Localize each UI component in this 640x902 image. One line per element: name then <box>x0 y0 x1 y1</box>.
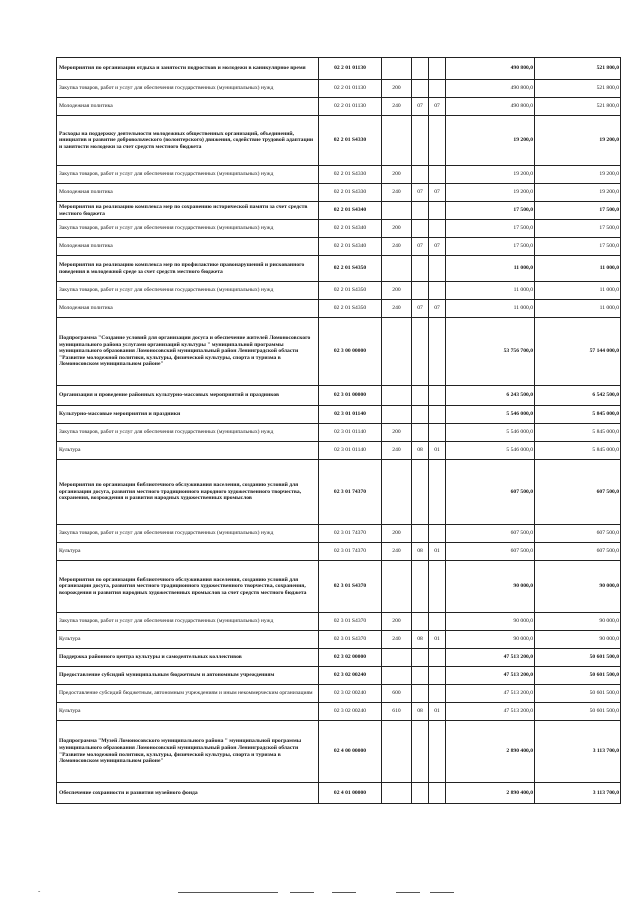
table-row <box>57 631 621 649</box>
target-article-code: 02 2 01 S4340 <box>319 202 382 220</box>
footer-line <box>178 892 278 893</box>
amount-year-1: 11 000,0 <box>446 282 535 300</box>
table-row <box>57 685 621 703</box>
amount-year-1: 17 500,0 <box>446 202 535 220</box>
expense-type-code <box>382 406 412 424</box>
amount-year-2: 5 845 000,0 <box>535 406 621 424</box>
row-name: Культурно-массовые мероприятия и праздники <box>57 406 319 424</box>
subsection-code: 07 <box>429 98 446 116</box>
amount-year-2: 90 000,0 <box>535 613 621 631</box>
subsection-code <box>429 202 446 220</box>
row-name: Обеспечение сохранности и развития музейного фонда <box>57 783 319 804</box>
row-name: Предоставление субсидий муниципальным бюджетным и автономным учреждениям <box>57 667 319 685</box>
target-article-code: 02 3 01 74370 <box>319 543 382 561</box>
expense-type-code: 200 <box>382 220 412 238</box>
amount-year-1: 5 546 000,0 <box>446 442 535 460</box>
target-article-code: 02 4 01 00000 <box>319 783 382 804</box>
amount-year-2: 521 800,0 <box>535 98 621 116</box>
table-row <box>57 220 621 238</box>
amount-year-2: 521 800,0 <box>535 58 621 80</box>
subsection-code <box>429 318 446 386</box>
target-article-code: 02 4 00 00000 <box>319 721 382 783</box>
section-code <box>412 525 429 543</box>
row-name: Закупка товаров, работ и услуг для обеспечения государственных (муниципальных) нужд <box>57 525 319 543</box>
subsection-code <box>429 721 446 783</box>
amount-year-1: 5 546 000,0 <box>446 406 535 424</box>
expense-type-code: 200 <box>382 282 412 300</box>
subsection-code <box>429 667 446 685</box>
section-code: 08 <box>412 703 429 721</box>
target-article-code: 02 2 01 S4350 <box>319 282 382 300</box>
target-article-code: 02 2 01 S4350 <box>319 256 382 282</box>
row-name: Организация и проведение районных культурно-массовых мероприятий и праздников <box>57 386 319 406</box>
table-row <box>57 300 621 318</box>
target-article-code: 02 2 01 01130 <box>319 98 382 116</box>
section-code <box>412 561 429 613</box>
amount-year-2: 11 000,0 <box>535 300 621 318</box>
subsection-code <box>429 424 446 442</box>
row-name: Закупка товаров, работ и услуг для обеспечения государственных (муниципальных) нужд <box>57 282 319 300</box>
footer-line <box>332 892 356 893</box>
section-code <box>412 166 429 184</box>
table-row <box>57 166 621 184</box>
amount-year-2: 17 500,0 <box>535 202 621 220</box>
table-row <box>57 613 621 631</box>
amount-year-1: 607 500,0 <box>446 543 535 561</box>
subsection-code: 01 <box>429 631 446 649</box>
row-name: Расходы на поддержку деятельности молодежных общественных организаций, объединений, инициатив и развитие добровольческого (волонтерского) движения, содействие трудовой адаптации и занятости молодежи за счет средств местного бюджета <box>57 116 319 166</box>
section-code: 07 <box>412 300 429 318</box>
section-code <box>412 220 429 238</box>
expense-type-code <box>382 386 412 406</box>
section-code <box>412 649 429 667</box>
section-code <box>412 282 429 300</box>
row-name: Культура <box>57 703 319 721</box>
amount-year-2: 17 500,0 <box>535 238 621 256</box>
subsection-code <box>429 256 446 282</box>
amount-year-2: 90 000,0 <box>535 631 621 649</box>
amount-year-2: 90 000,0 <box>535 561 621 613</box>
table-row <box>57 721 621 783</box>
row-name: Закупка товаров, работ и услуг для обеспечения государственных (муниципальных) нужд <box>57 613 319 631</box>
table-row <box>57 98 621 116</box>
expense-type-code: 610 <box>382 703 412 721</box>
row-name: Культура <box>57 543 319 561</box>
table-row <box>57 256 621 282</box>
amount-year-1: 47 513 200,0 <box>446 649 535 667</box>
subsection-code <box>429 406 446 424</box>
expense-type-code <box>382 721 412 783</box>
row-name: Мероприятия по организации библиотечного обслуживания населения, созданию условий для организации досуга, развития местного традиционного народного художественного творчества, сохранения, возрождения и развития народных художественных промыслов <box>57 460 319 525</box>
row-name: Предоставление субсидий бюджетным, автономным учреждениям и иным некоммерческим организациям <box>57 685 319 703</box>
subsection-code <box>429 561 446 613</box>
table-row <box>57 80 621 98</box>
expense-type-code: 240 <box>382 631 412 649</box>
table-row <box>57 116 621 166</box>
target-article-code: 02 3 00 00000 <box>319 318 382 386</box>
row-name: Мероприятия на реализацию комплекса мер по профилактике правонарушений и рискованного поведения в молодежной среде за счет средств местного бюджета <box>57 256 319 282</box>
amount-year-1: 490 800,0 <box>446 98 535 116</box>
amount-year-2: 607 500,0 <box>535 460 621 525</box>
expense-type-code <box>382 202 412 220</box>
subsection-code <box>429 220 446 238</box>
section-code <box>412 318 429 386</box>
expense-type-code <box>382 460 412 525</box>
amount-year-1: 2 890 400,0 <box>446 783 535 804</box>
section-code: 07 <box>412 238 429 256</box>
section-code <box>412 685 429 703</box>
table-row <box>57 561 621 613</box>
amount-year-1: 5 546 000,0 <box>446 424 535 442</box>
expense-type-code <box>382 58 412 80</box>
section-code <box>412 80 429 98</box>
target-article-code: 02 2 01 S4340 <box>319 220 382 238</box>
subsection-code <box>429 783 446 804</box>
section-code <box>412 386 429 406</box>
row-name: Закупка товаров, работ и услуг для обеспечения государственных (муниципальных) нужд <box>57 220 319 238</box>
section-code <box>412 406 429 424</box>
subsection-code <box>429 685 446 703</box>
amount-year-1: 90 000,0 <box>446 613 535 631</box>
amount-year-1: 19 200,0 <box>446 184 535 202</box>
row-name: Подпрограмма "Создание условий для организации досуга и обеспечение жителей Ломоносовского муниципального района услугами организаций культуры " муниципальной программы муниципального образования Ломоносовский муниципальный район Ленинградской области "Развитие молодежной политики, культуры, физической культуры, спорта и туризма в Ломоносовском муниципальном районе" <box>57 318 319 386</box>
expense-type-code <box>382 318 412 386</box>
section-code <box>412 613 429 631</box>
section-code <box>412 667 429 685</box>
expense-type-code: 200 <box>382 424 412 442</box>
amount-year-1: 90 000,0 <box>446 561 535 613</box>
subsection-code <box>429 116 446 166</box>
subsection-code: 01 <box>429 703 446 721</box>
budget-table-body <box>57 58 621 804</box>
table-row <box>57 525 621 543</box>
section-code: 08 <box>412 631 429 649</box>
table-row <box>57 424 621 442</box>
section-code <box>412 460 429 525</box>
table-row <box>57 406 621 424</box>
amount-year-2: 11 000,0 <box>535 282 621 300</box>
section-code <box>412 721 429 783</box>
amount-year-1: 17 500,0 <box>446 238 535 256</box>
subsection-code <box>429 460 446 525</box>
expense-type-code <box>382 649 412 667</box>
target-article-code: 02 2 01 01130 <box>319 58 382 80</box>
table-row <box>57 282 621 300</box>
expense-type-code <box>382 561 412 613</box>
expense-type-code <box>382 667 412 685</box>
amount-year-2: 6 542 500,0 <box>535 386 621 406</box>
amount-year-1: 17 500,0 <box>446 220 535 238</box>
amount-year-1: 607 500,0 <box>446 525 535 543</box>
table-row <box>57 184 621 202</box>
row-name: Мероприятия на реализацию комплекса мер по сохранению исторической памяти за счет средств местного бюджета <box>57 202 319 220</box>
subsection-code: 01 <box>429 442 446 460</box>
section-code <box>412 116 429 166</box>
target-article-code: 02 3 02 00000 <box>319 649 382 667</box>
table-row <box>57 58 621 80</box>
subsection-code <box>429 58 446 80</box>
amount-year-1: 11 000,0 <box>446 300 535 318</box>
table-row <box>57 543 621 561</box>
section-code: 07 <box>412 98 429 116</box>
amount-year-1: 490 800,0 <box>446 80 535 98</box>
amount-year-2: 3 113 700,0 <box>535 721 621 783</box>
subsection-code: 01 <box>429 543 446 561</box>
expense-type-code: 240 <box>382 184 412 202</box>
target-article-code: 02 3 01 S4370 <box>319 631 382 649</box>
expense-type-code: 600 <box>382 685 412 703</box>
row-name: Культура <box>57 631 319 649</box>
target-article-code: 02 3 01 S4370 <box>319 561 382 613</box>
expense-type-code <box>382 116 412 166</box>
amount-year-1: 6 243 500,0 <box>446 386 535 406</box>
amount-year-2: 19 200,0 <box>535 184 621 202</box>
table-row <box>57 386 621 406</box>
amount-year-2: 607 500,0 <box>535 543 621 561</box>
row-name: Молодежная политика <box>57 238 319 256</box>
amount-year-1: 19 200,0 <box>446 116 535 166</box>
target-article-code: 02 2 01 01130 <box>319 80 382 98</box>
amount-year-1: 47 513 200,0 <box>446 703 535 721</box>
row-name: Молодежная политика <box>57 300 319 318</box>
subsection-code <box>429 80 446 98</box>
expense-type-code: 200 <box>382 613 412 631</box>
footer-line <box>430 892 454 893</box>
amount-year-2: 50 601 500,0 <box>535 703 621 721</box>
amount-year-2: 607 500,0 <box>535 525 621 543</box>
amount-year-2: 19 200,0 <box>535 166 621 184</box>
amount-year-1: 11 000,0 <box>446 256 535 282</box>
section-code <box>412 424 429 442</box>
row-name: Закупка товаров, работ и услуг для обеспечения государственных (муниципальных) нужд <box>57 424 319 442</box>
expense-type-code: 200 <box>382 80 412 98</box>
amount-year-2: 19 200,0 <box>535 116 621 166</box>
target-article-code: 02 2 01 S4350 <box>319 300 382 318</box>
section-code: 08 <box>412 543 429 561</box>
target-article-code: 02 3 02 00240 <box>319 667 382 685</box>
amount-year-2: 5 845 000,0 <box>535 442 621 460</box>
table-row <box>57 318 621 386</box>
budget-table <box>56 57 621 804</box>
expense-type-code: 240 <box>382 300 412 318</box>
table-row <box>57 667 621 685</box>
target-article-code: 02 3 01 74370 <box>319 525 382 543</box>
target-article-code: 02 3 01 01140 <box>319 406 382 424</box>
table-row <box>57 783 621 804</box>
target-article-code: 02 3 01 S4370 <box>319 613 382 631</box>
section-code <box>412 58 429 80</box>
amount-year-2: 11 000,0 <box>535 256 621 282</box>
expense-type-code: 240 <box>382 238 412 256</box>
subsection-code <box>429 613 446 631</box>
amount-year-1: 47 513 200,0 <box>446 667 535 685</box>
expense-type-code: 200 <box>382 166 412 184</box>
subsection-code <box>429 525 446 543</box>
target-article-code: 02 3 01 00000 <box>319 386 382 406</box>
row-name: Молодежная политика <box>57 98 319 116</box>
table-row <box>57 202 621 220</box>
subsection-code <box>429 649 446 667</box>
expense-type-code: 200 <box>382 525 412 543</box>
target-article-code: 02 2 01 S4330 <box>319 166 382 184</box>
target-article-code: 02 3 01 74370 <box>319 460 382 525</box>
subsection-code <box>429 282 446 300</box>
footer-mark: - <box>38 887 41 895</box>
amount-year-2: 3 113 700,0 <box>535 783 621 804</box>
amount-year-2: 17 500,0 <box>535 220 621 238</box>
expense-type-code: 240 <box>382 98 412 116</box>
subsection-code: 07 <box>429 184 446 202</box>
row-name: Культура <box>57 442 319 460</box>
expense-type-code <box>382 783 412 804</box>
amount-year-2: 50 601 500,0 <box>535 667 621 685</box>
row-name: Закупка товаров, работ и услуг для обеспечения государственных (муниципальных) нужд <box>57 80 319 98</box>
subsection-code: 07 <box>429 238 446 256</box>
expense-type-code: 240 <box>382 442 412 460</box>
target-article-code: 02 2 01 S4340 <box>319 238 382 256</box>
row-name: Закупка товаров, работ и услуг для обеспечения государственных (муниципальных) нужд <box>57 166 319 184</box>
table-row <box>57 442 621 460</box>
subsection-code <box>429 166 446 184</box>
target-article-code: 02 3 01 01140 <box>319 424 382 442</box>
amount-year-2: 521 800,0 <box>535 80 621 98</box>
amount-year-1: 2 890 400,0 <box>446 721 535 783</box>
section-code <box>412 783 429 804</box>
amount-year-1: 90 000,0 <box>446 631 535 649</box>
target-article-code: 02 3 02 00240 <box>319 685 382 703</box>
table-row <box>57 460 621 525</box>
subsection-code <box>429 386 446 406</box>
row-name: Мероприятия по организации отдыха и занятости подростков и молодежи в каникулярное время <box>57 58 319 80</box>
table-row <box>57 649 621 667</box>
target-article-code: 02 3 02 00240 <box>319 703 382 721</box>
amount-year-1: 53 756 700,0 <box>446 318 535 386</box>
section-code: 07 <box>412 184 429 202</box>
expense-type-code <box>382 256 412 282</box>
amount-year-1: 47 513 200,0 <box>446 685 535 703</box>
row-name: Подпрограмма "Музей Ломоносовского муниципального района " муниципальной программы муниципального образования Ломоносовский муниципальный район Ленинградской области "Развитие молодежной политики, культуры, физической культуры, спорта и туризма в Ломоносовском муниципальном районе" <box>57 721 319 783</box>
amount-year-2: 50 601 500,0 <box>535 685 621 703</box>
section-code <box>412 202 429 220</box>
row-name: Поддержка районного центра культуры и самодеятельных коллективов <box>57 649 319 667</box>
footer-line <box>396 892 420 893</box>
row-name: Молодежная политика <box>57 184 319 202</box>
target-article-code: 02 3 01 01140 <box>319 442 382 460</box>
table-row <box>57 703 621 721</box>
target-article-code: 02 2 01 S4330 <box>319 116 382 166</box>
section-code <box>412 256 429 282</box>
amount-year-2: 5 845 000,0 <box>535 424 621 442</box>
amount-year-1: 19 200,0 <box>446 166 535 184</box>
amount-year-2: 50 601 500,0 <box>535 649 621 667</box>
amount-year-1: 490 800,0 <box>446 58 535 80</box>
amount-year-2: 57 144 000,0 <box>535 318 621 386</box>
row-name: Мероприятия по организации библиотечного обслуживания населения, созданию условий для организации досуга, развития местного традиционного художественного творчества, сохранения, возрождения и развития народных художественных промыслов за счет средств местного бюджета <box>57 561 319 613</box>
expense-type-code: 240 <box>382 543 412 561</box>
amount-year-1: 607 500,0 <box>446 460 535 525</box>
footer-line <box>290 892 314 893</box>
section-code: 08 <box>412 442 429 460</box>
subsection-code: 07 <box>429 300 446 318</box>
target-article-code: 02 2 01 S4330 <box>319 184 382 202</box>
table-row <box>57 238 621 256</box>
